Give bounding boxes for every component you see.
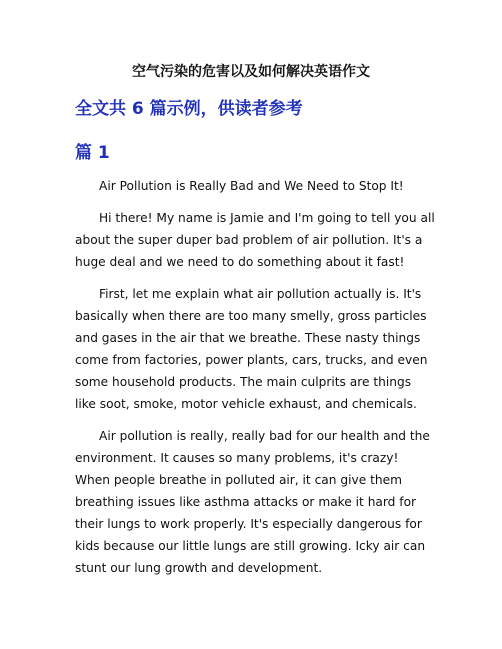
essay-paragraph: First, let me explain what air pollution actually is. It's basically when there are too many smelly, gross particles and gases in the air that we breathe. These nasty things come from factories, power plants, cars, trucks, and even some household products. The main culprits are things like soot, smoke, motor vehicle exhaust, and chemicals.: [75, 287, 428, 411]
essay-paragraph: Air pollution is really, really bad for our health and the environment. It causes so many problems, it's crazy! When people breathe in polluted air, it can give them breathing issues like asthma attacks or make it hard for their lungs to work properly. It's especially dangerous for kids because our little lungs are still growing. Icky air can stunt our lung growth and development.: [75, 429, 430, 575]
essay-paragraph: Hi there! My name is Jamie and I'm going to tell you all about the super duper bad problem of air pollution. It's a huge deal and we need to do something about it fast!: [75, 211, 435, 269]
document-subtitle: 全文共 6 篇示例，供读者参考: [75, 99, 303, 119]
essay-title-paragraph: Air Pollution is Really Bad and We Need to Stop It!: [99, 179, 404, 193]
essay-body: [75, 175, 435, 589]
section-heading: 篇 1: [75, 143, 110, 163]
document-title: 空气污染的危害以及如何解决英语作文: [132, 64, 370, 80]
